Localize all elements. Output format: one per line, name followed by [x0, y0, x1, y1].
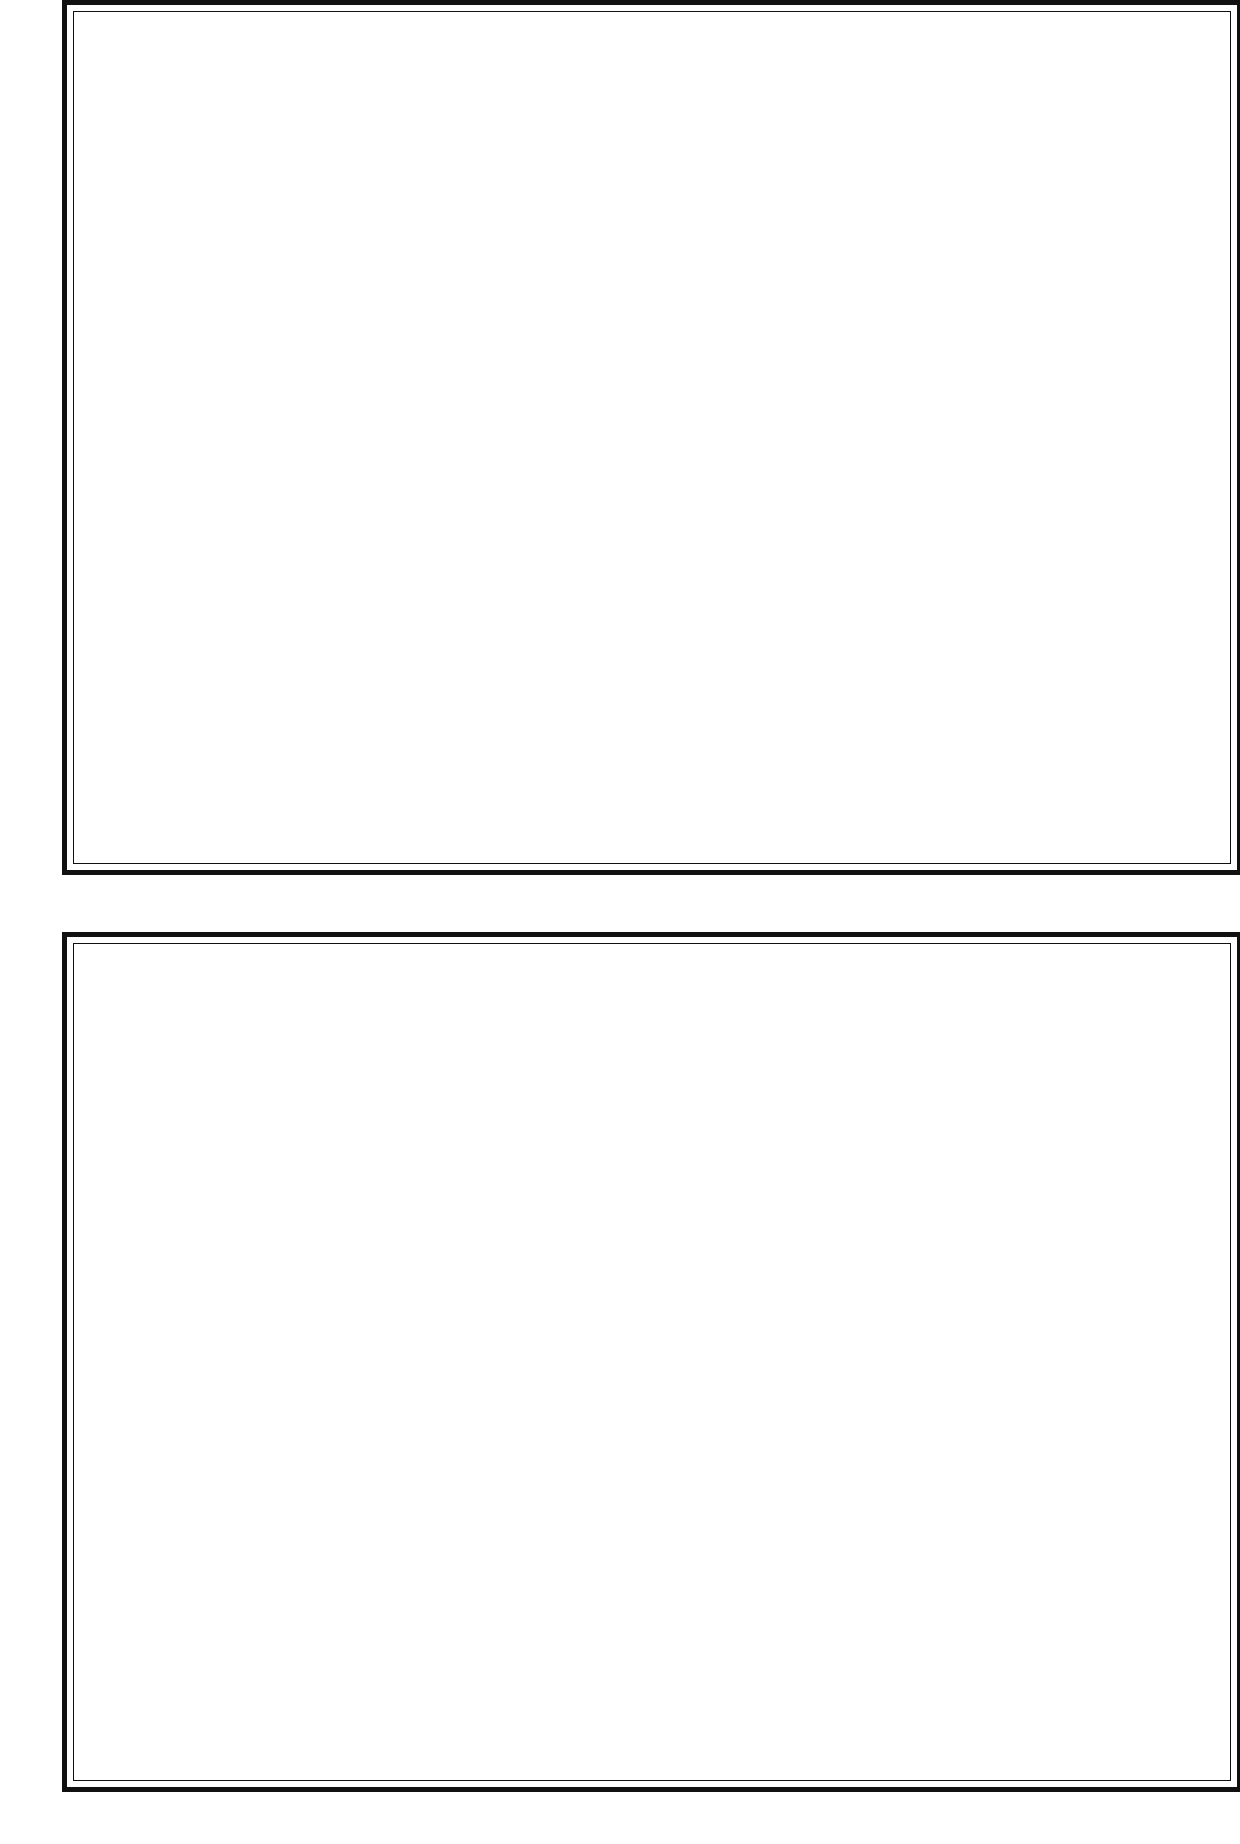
top-page-columns: [79, 17, 1225, 858]
bottom-page: [62, 932, 1240, 1792]
bottom-page-columns: [79, 949, 1225, 1775]
top-page: [62, 0, 1240, 875]
